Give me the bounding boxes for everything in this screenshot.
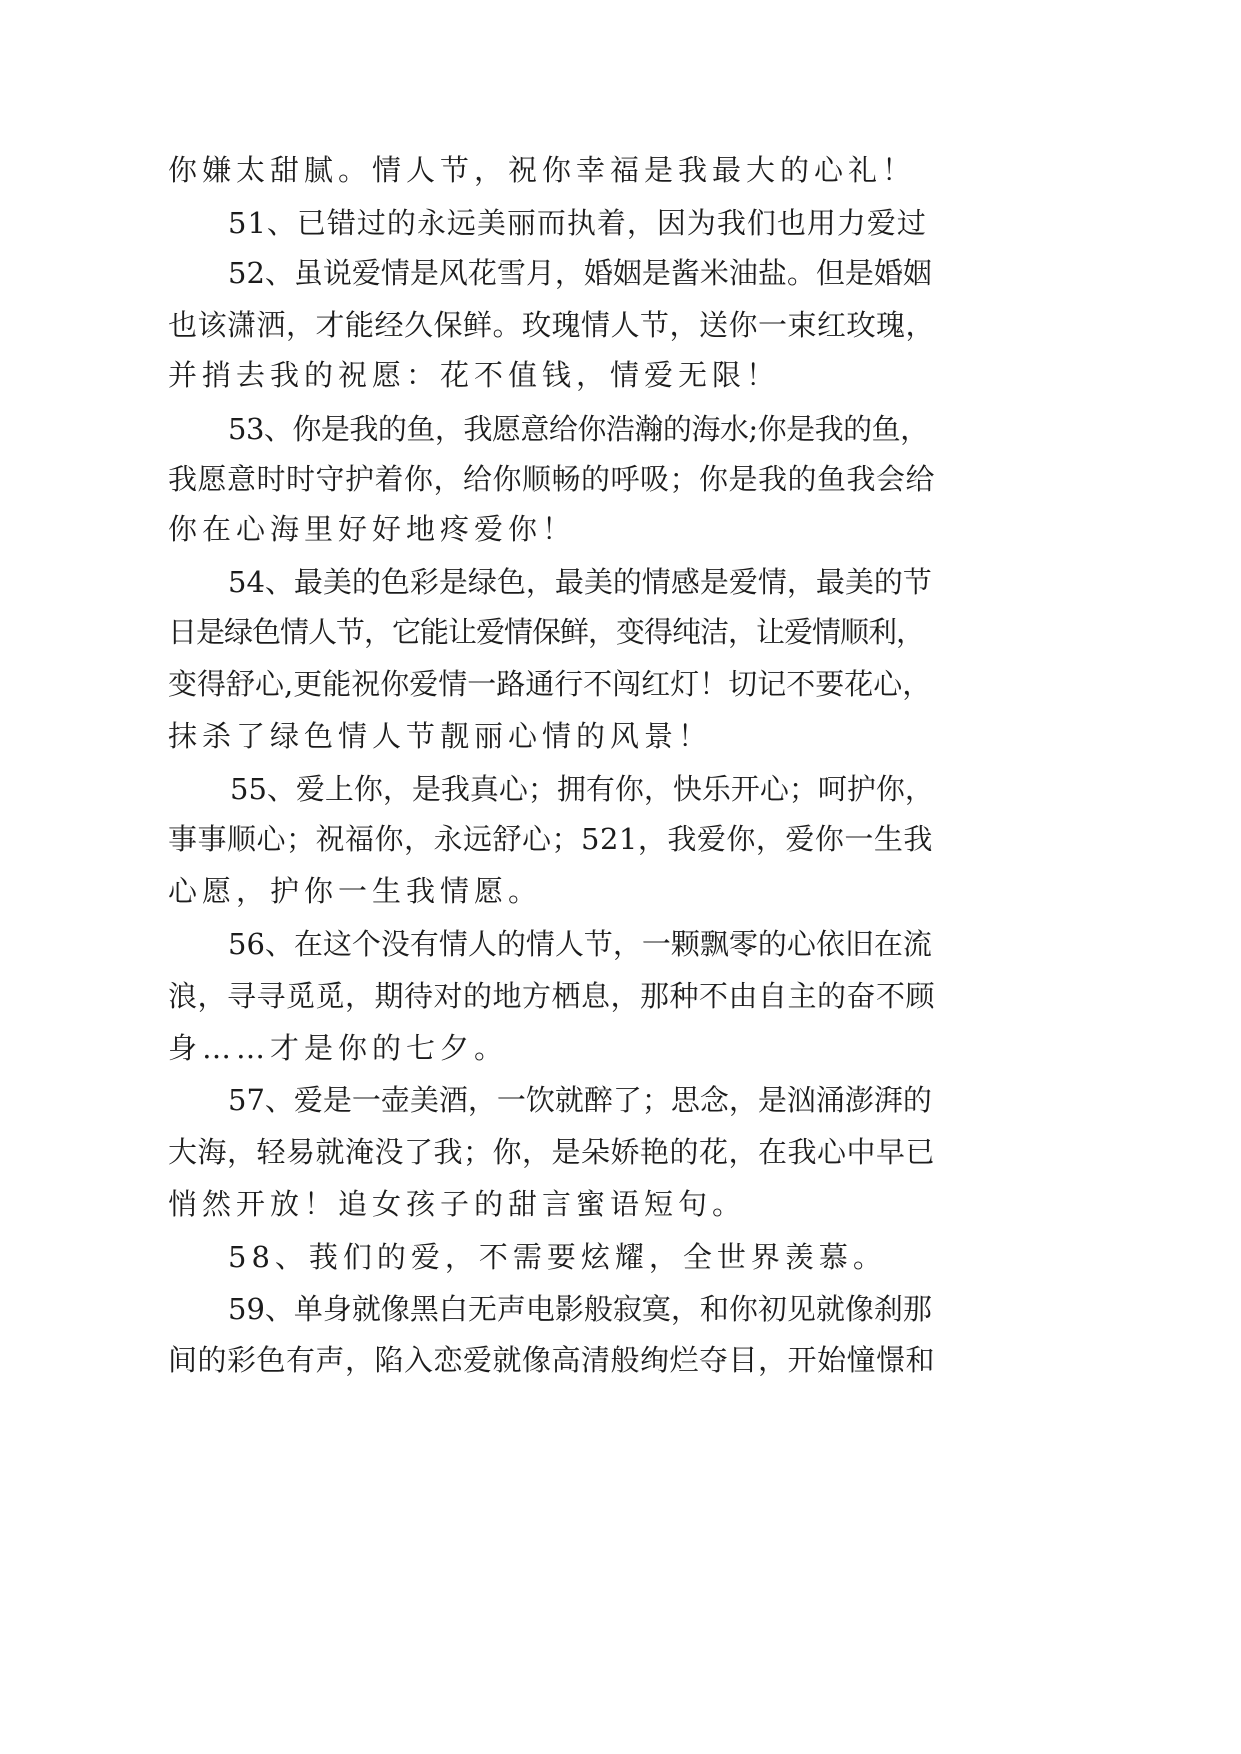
text-line: 悄然开放！追女孩子的甜言蜜语短句。 <box>168 1187 747 1221</box>
text-line: 你在心海里好好地疼爱你！ <box>168 512 577 546</box>
text-line: 57、爱是一壶美酒，一饮就醉了；思念，是汹涌澎湃的 <box>228 1083 932 1117</box>
text-line: 53、你是我的鱼，我愿意给你浩瀚的海水;你是我的鱼， <box>228 412 929 446</box>
text-line: 59、单身就像黑白无声电影般寂寞，和你初见就像刹那 <box>228 1292 932 1326</box>
text-line: 事事顺心；祝福你，永远舒心；521，我爱你，爱你一生我 <box>168 822 933 856</box>
text-line: 心愿，护你一生我情愿。 <box>168 874 543 908</box>
text-line: 浪，寻寻觅觅，期待对的地方栖息，那种不由自主的奋不顾 <box>168 979 936 1013</box>
text-line: 日是绿色情人节，它能让爱情保鲜，变得纯洁，让爱情顺利， <box>168 615 925 649</box>
text-line: 58、莪们的爱，不需要炫耀，全世界羡慕。 <box>228 1240 887 1274</box>
text-line: 55、爱上你，是我真心；拥有你，快乐开心；呵护你， <box>230 772 934 806</box>
text-line: 变得舒心,更能祝你爱情一路通行不闯红灯！切记不要花心， <box>168 667 932 701</box>
text-line: 51、已错过的永远美丽而执着，因为我们也用力爱过 <box>228 206 927 240</box>
text-line: 52、虽说爱情是风花雪月，婚姻是酱米油盐。但是婚姻 <box>228 256 932 290</box>
text-line: 身……才是你的七夕。 <box>168 1031 509 1065</box>
text-line: 抹杀了绿色情人节靓丽心情的风景！ <box>168 719 713 753</box>
text-line: 我愿意时时守护着你，给你顺畅的呼吸；你是我的鱼我会给 <box>168 462 936 496</box>
text-line: 56、在这个没有情人的情人节，一颗飘零的心依旧在流 <box>228 927 932 961</box>
text-line: 你嫌太甜腻。情人节，祝你幸福是我最大的心礼！ <box>168 153 917 187</box>
text-line: 间的彩色有声，陷入恋爱就像高清般绚烂夺目，开始憧憬和 <box>168 1343 936 1377</box>
text-line: 并捎去我的祝愿：花不值钱，情爱无限！ <box>168 358 781 392</box>
text-line: 大海，轻易就淹没了我；你，是朵娇艳的花，在我心中早已 <box>168 1135 936 1169</box>
text-line: 也该潇洒，才能经久保鲜。玫瑰情人节，送你一束红玫瑰， <box>168 308 936 342</box>
text-line: 54、最美的色彩是绿色，最美的情感是爱情，最美的节 <box>228 565 932 599</box>
